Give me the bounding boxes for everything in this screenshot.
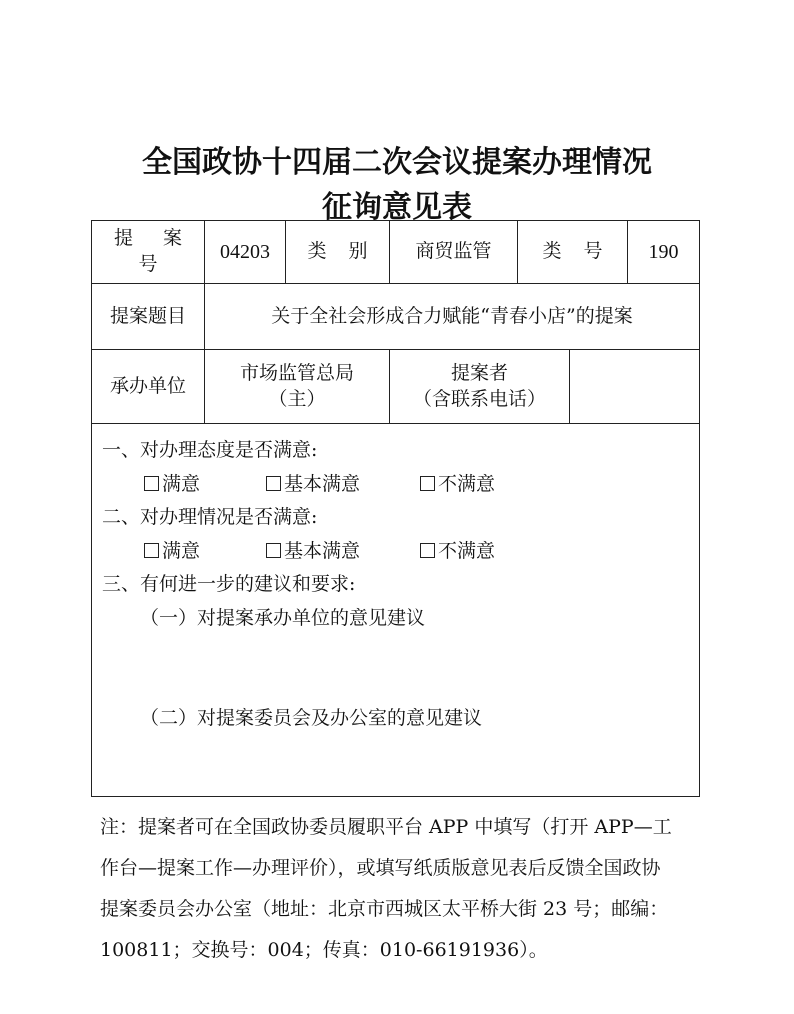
unit-value-line1: 市场监管总局 [240, 361, 355, 384]
question-2-options [102, 535, 699, 569]
checkbox-icon[interactable] [420, 543, 435, 558]
unit-value-line2: （主） [268, 387, 326, 410]
proposer-label-line2: （含联系电话） [413, 387, 547, 410]
class-no-label: 类 号 [518, 221, 628, 284]
sub-question-2: （二）对提案委员会及办公室的意见建议 [140, 707, 483, 729]
footnote-line4: 100811；交换号：004；传真：010-66191936）。 [100, 939, 548, 961]
footnote-line2: 作台—提案工作—办理评价），或填写纸质版意见表后反馈全国政协 [100, 857, 661, 879]
proposal-no-value: 04203 [205, 221, 286, 284]
checkbox-icon[interactable] [144, 543, 159, 558]
unit-value [205, 350, 390, 424]
checkbox-icon[interactable] [266, 476, 281, 491]
question-2: 二、对办理情况是否满意: [102, 506, 318, 528]
checkbox-icon[interactable] [420, 476, 435, 491]
footnote [100, 807, 700, 971]
category-label: 类 别 [286, 221, 390, 284]
proposal-no-label: 提 案 号 [92, 221, 205, 284]
q2-option-satisfied[interactable]: 满意 [144, 535, 266, 569]
subject-label: 提案题目 [92, 284, 205, 350]
form-title-line1: 全国政协十四届二次会议提案办理情况 [142, 145, 652, 180]
question-1-options [102, 468, 699, 502]
footnote-line3: 提案委员会办公室（地址：北京市西城区太平桥大街 23 号；邮编： [100, 898, 669, 920]
checkbox-icon[interactable] [144, 476, 159, 491]
q1-option-satisfied[interactable]: 满意 [144, 468, 266, 502]
checkbox-icon[interactable] [266, 543, 281, 558]
proposer-label-line1: 提案者 [451, 361, 509, 384]
proposer-label [390, 350, 570, 424]
q2-option-unsatisfied[interactable]: 不满意 [420, 535, 495, 569]
class-no-value: 190 [628, 221, 700, 284]
unit-label: 承办单位 [92, 350, 205, 424]
footnote-line1: 注：提案者可在全国政协委员履职平台 APP 中填写（打开 APP—工 [100, 816, 672, 838]
opinion-form-table [91, 220, 700, 797]
q2-option-basically-satisfied[interactable]: 基本满意 [266, 535, 420, 569]
subject-value: 关于全社会形成合力赋能“青春小店”的提案 [205, 284, 700, 350]
q1-option-basically-satisfied[interactable]: 基本满意 [266, 468, 420, 502]
category-value: 商贸监管 [390, 221, 518, 284]
sub-question-1: （一）对提案承办单位的意见建议 [140, 606, 426, 629]
proposer-value[interactable] [570, 350, 700, 424]
q1-option-unsatisfied[interactable]: 不满意 [420, 468, 495, 502]
question-3: 三、有何进一步的建议和要求: [102, 573, 356, 595]
feedback-section [92, 424, 700, 797]
sub-question-1-answer-space[interactable] [102, 635, 699, 702]
question-1: 一、对办理态度是否满意: [102, 439, 318, 461]
form-title-line2: 征询意见表 [322, 190, 472, 225]
